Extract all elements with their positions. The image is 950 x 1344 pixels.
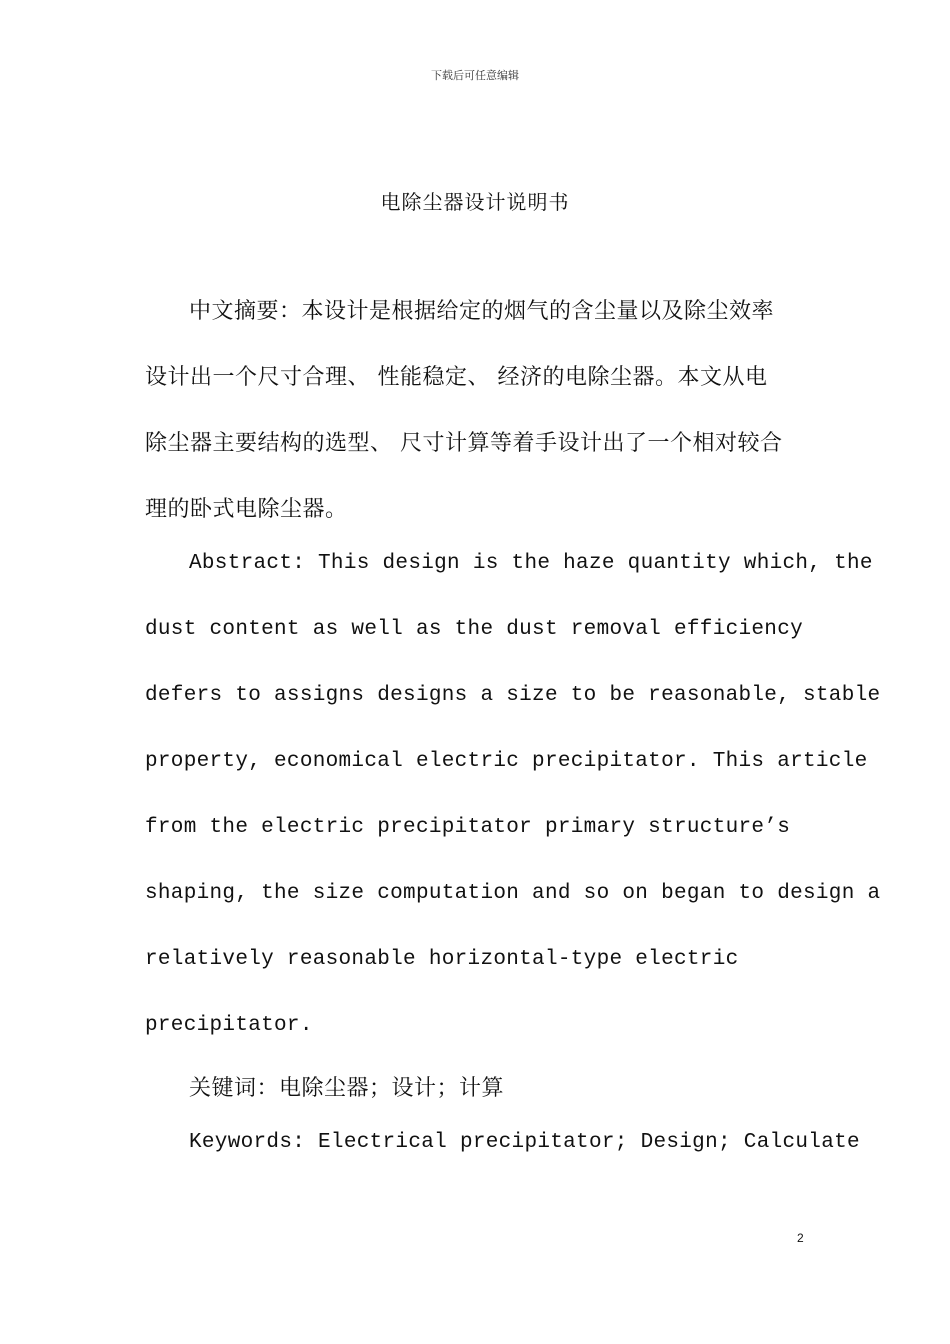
keywords-chinese: 关键词：电除尘器；设计；计算 — [189, 1076, 505, 1101]
chinese-abstract-line: 除尘器主要结构的选型、 尺寸计算等着手设计出了一个相对较合 — [145, 431, 783, 456]
page-number: 2 — [797, 1231, 804, 1245]
english-abstract-line: precipitator. — [145, 1014, 313, 1037]
keywords-english: Keywords: Electrical precipitator; Design; Calculate — [189, 1131, 860, 1154]
english-abstract-line: property, economical electric precipitator. This article — [145, 750, 868, 773]
chinese-abstract-line: 中文摘要：本设计是根据给定的烟气的含尘量以及除尘效率 — [189, 299, 775, 324]
english-abstract-line: relatively reasonable horizontal-type electric — [145, 948, 739, 971]
document-title: 电除尘器设计说明书 — [380, 190, 570, 214]
english-abstract-line: defers to assigns designs a size to be reasonable, stable — [145, 684, 881, 707]
chinese-abstract-line: 设计出一个尺寸合理、 性能稳定、 经济的电除尘器。本文从电 — [145, 365, 768, 390]
english-abstract-line: Abstract: This design is the haze quantity which, the — [189, 552, 873, 575]
english-abstract-line: dust content as well as the dust removal efficiency — [145, 618, 804, 641]
english-abstract-line: shaping, the size computation and so on began to design a — [145, 882, 881, 905]
english-abstract-line: from the electric precipitator primary structure’s — [145, 816, 791, 839]
header-note: 下载后可任意编辑 — [431, 69, 519, 82]
chinese-abstract-line: 理的卧式电除尘器。 — [145, 497, 348, 522]
